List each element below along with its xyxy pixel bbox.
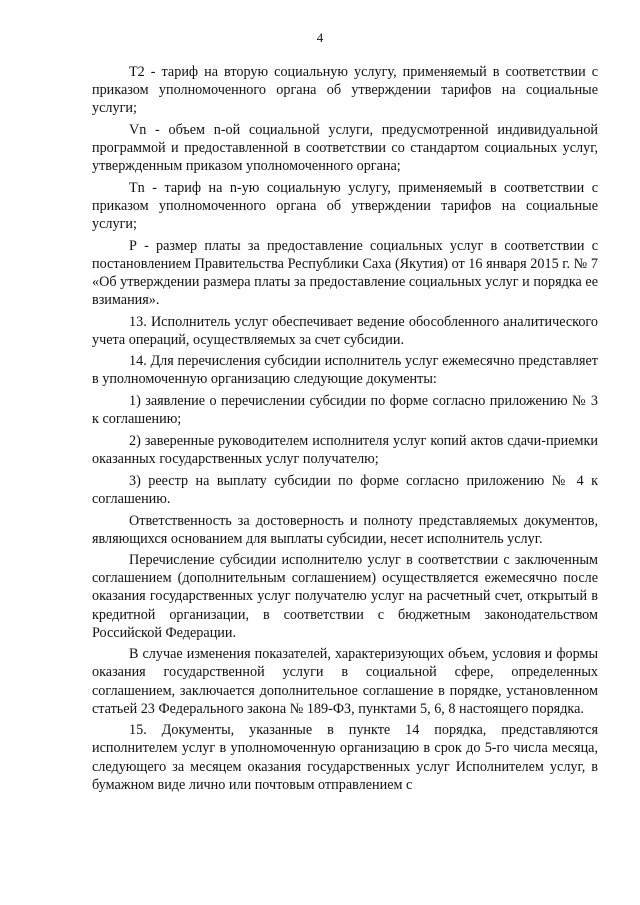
paragraph-changes: В случае изменения показателей, характеризующих объем, условия и формы оказания государственной услуги в социальной сфере, определенных соглашением, заключается дополнительное соглашение в порядке, установленном статьей 23 Федерального закона № 189-ФЗ, пунктами 5, 6, 8 настоящего порядка. <box>92 646 598 717</box>
paragraph-item-14: 14. Для перечисления субсидии исполнитель услуг ежемесячно представляет в уполномоченную организацию следующие документы: <box>92 353 598 388</box>
list-item-3: 3) реестр на выплату субсидии по форме согласно приложению № 4 к соглашению. <box>92 472 598 507</box>
paragraph-transfer: Перечисление субсидии исполнителю услуг в соответствии с заключенным соглашением (дополнительным соглашением) осуществляется ежемесячно после оказания государственных услуг получателю услуг на расчетный счет, открытый в кредитной организации, в соответствии с бюджетным законодательством Российской Федерации. <box>92 552 598 641</box>
paragraph-tn-tariff: Тn - тариф на n-ую социальную услугу, применяемый в соответствии с приказом уполномоченного органа об утверждении тарифов на социальные услуги; <box>92 179 598 232</box>
list-item-2: 2) заверенные руководителем исполнителя услуг копий актов сдачи-приемки оказанных государственных услуг получателю; <box>92 432 598 468</box>
paragraph-item-13: 13. Исполнитель услуг обеспечивает ведение обособленного аналитического учета операций, осуществляемых за счет субсидии. <box>92 313 598 348</box>
paragraph-vn-volume: Vn - объем n-ой социальной услуги, предусмотренной индивидуальной программой и предоставленной в соответствии со стандартом социальных услуг, утвержденным приказом уполномоченного органа; <box>92 121 598 175</box>
list-item-1: 1) заявление о перечислении субсидии по форме согласно приложению № 3 к соглашению; <box>92 393 598 428</box>
page-number: 4 <box>316 30 324 45</box>
paragraph-item-15: 15. Документы, указанные в пункте 14 порядка, представляются исполнителем услуг в уполномоченную организацию в срок до 5-го числа месяца, следующего за месяцем оказания государственных услуг Исполнителем услуг, в бумажном виде лично или почтовым отправлением с <box>92 722 598 793</box>
document-body <box>92 63 598 794</box>
paragraph-p-fee: Р - размер платы за предоставление социальных услуг в соответствии с постановлением Правительства Республики Саха (Якутия) от 16 января 2015 г. № 7 «Об утверждении размера платы за предоставление социальных услуг и порядка ее взимания». <box>92 237 598 308</box>
paragraph-responsibility: Ответственность за достоверность и полноту представляемых документов, являющихся основанием для выплаты субсидии, несет исполнитель услуг. <box>92 512 598 547</box>
paragraph-t2-tariff: Т2 - тариф на вторую социальную услугу, применяемый в соответствии с приказом уполномоченного органа об утверждении тарифов на социальные услуги; <box>92 64 598 117</box>
